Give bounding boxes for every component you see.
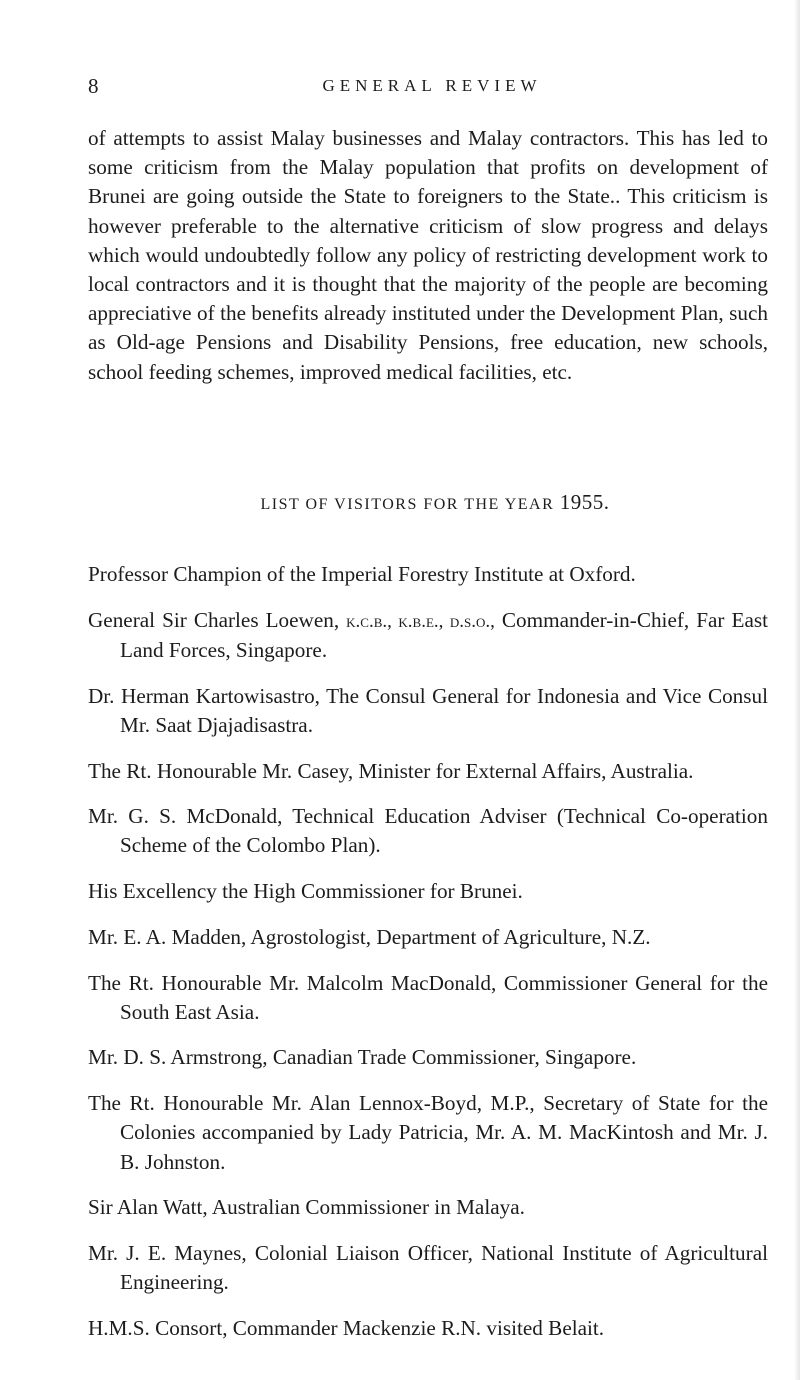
visitor-item: Mr. E. A. Madden, Agrostologist, Department of Agriculture, N.Z. — [88, 924, 651, 949]
visitor-honours: k.c.b., k.b.e., d.s.o., — [346, 610, 495, 632]
visitor-item: Dr. Herman Kartowisastro, The Consul General for Indonesia and Vice Consul Mr. Saat Djajadisastra. — [88, 683, 768, 737]
visitor-item: Mr. G. S. McDonald, Technical Education Adviser (Technical Co-operation Scheme of the Colombo Plan). — [88, 804, 768, 858]
section-heading-year: 1955. — [559, 490, 610, 514]
visitor-item — [88, 606, 768, 665]
scan-edge-shadow — [794, 0, 800, 1380]
section-heading-text: LIST OF VISITORS FOR THE YEAR — [260, 496, 555, 513]
visitor-item: The Rt. Honourable Mr. Casey, Minister for External Affairs, Australia. — [88, 758, 694, 783]
page-header — [88, 72, 768, 102]
visitor-item: Mr. J. E. Maynes, Colonial Liaison Officer, National Institute of Agricultural Engineering. — [88, 1240, 768, 1295]
running-head: GENERAL REVIEW — [322, 76, 542, 95]
visitor-item: Mr. D. S. Armstrong, Canadian Trade Commissioner, Singapore. — [88, 1045, 637, 1070]
visitor-list — [88, 560, 768, 1360]
visitor-name: General Sir Charles Loewen, — [88, 607, 347, 632]
visitor-item: H.M.S. Consort, Commander Mackenzie R.N. visited Belait. — [88, 1315, 605, 1340]
visitor-title: Commander-in-Chief, Far East Land Forces, Singapore. — [120, 607, 768, 662]
visitor-item: The Rt. Honourable Mr. Alan Lennox-Boyd, M.P., Secretary of State for the Colonies accompanied by Lady Patricia, Mr. A. M. MacKintosh and Mr. J. B. Johnston. — [88, 1091, 768, 1174]
visitor-item: Professor Champion of the Imperial Forestry Institute at Oxford. — [88, 562, 636, 586]
visitor-item: Sir Alan Watt, Australian Commissioner in Malaya. — [88, 1195, 525, 1220]
page-number: 8 — [88, 74, 99, 98]
body-paragraph: of attempts to assist Malay businesses and Malay contractors. This has led to some criticism from the Malay population that profits on development of Brunei are going outside the State to foreigners to the State.. This criticism is however preferable to the alternative criticism of slow progress and delays which would undoubtedly follow any policy of restricting development work to local contractors and it is thought that the majority of the people are becoming appreciative of the benefits already instituted under the Development Plan, such as Old-age Pensions and Disability Pensions, free education, new schools, school feeding schemes, improved medical facilities, etc. — [88, 126, 768, 384]
section-heading — [88, 488, 768, 519]
visitor-item: The Rt. Honourable Mr. Malcolm MacDonald, Commissioner General for the South East Asia. — [88, 970, 768, 1024]
visitor-item: His Excellency the High Commissioner for Brunei. — [88, 879, 523, 904]
